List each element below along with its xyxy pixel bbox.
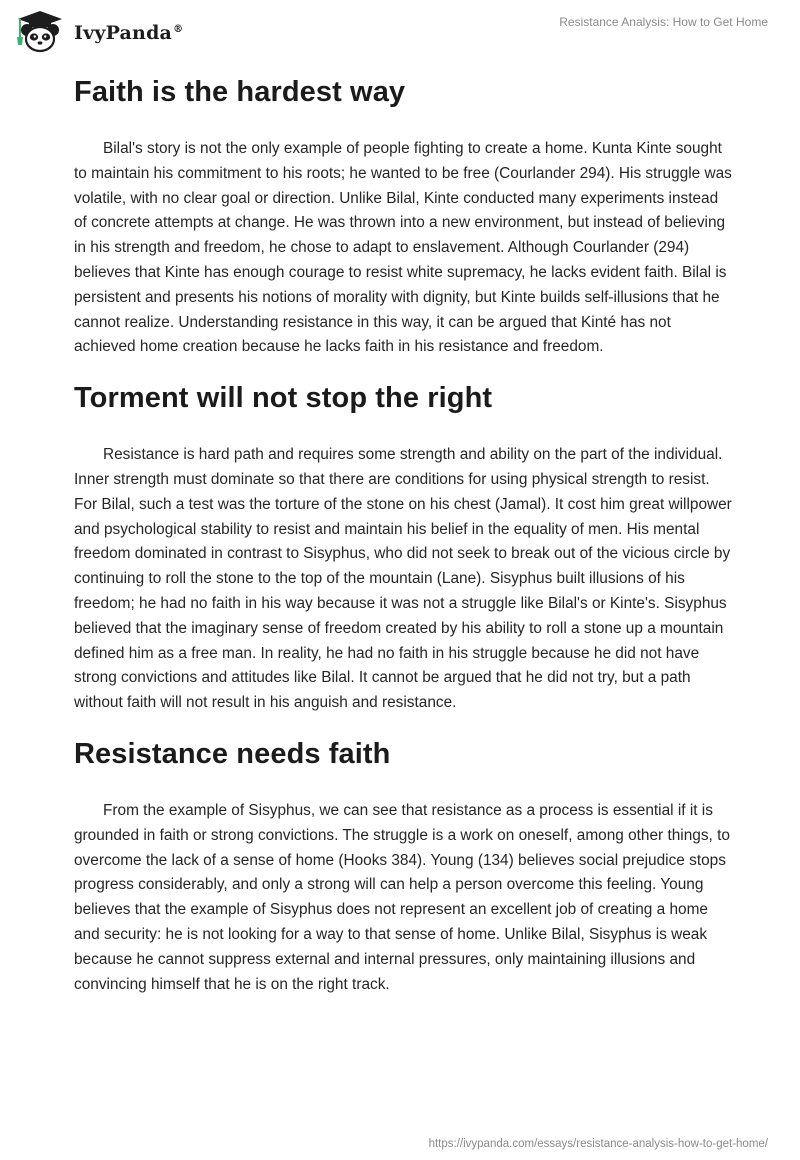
footer-source-url[interactable]: https://ivypanda.com/essays/resistance-analysis-how-to-get-home/	[428, 1138, 768, 1150]
section-torment	[74, 378, 734, 716]
essay-body	[74, 72, 734, 997]
section-resistance	[74, 734, 734, 997]
document-title: Resistance Analysis: How to Get Home	[559, 15, 768, 29]
section-paragraph: Resistance is hard path and requires some strength and ability on the part of the individual. Inner strength must dominate so that there are conditions for using physical strength to resist. For Bilal, such a test was the torture of the stone on his chest (Jamal). It cost him great willpower and psychological stability to resist and maintain his belief in the equality of men. His mental freedom dominated in contrast to Sisyphus, who did not seek to break out of the vicious circle by continuing to roll the stone to the top of the mountain (Lane). Sisyphus built illusions of his freedom; he had no faith in his way because it was not a struggle like Bilal's or Kinte's. Sisyphus believed that the imaginary sense of freedom created by his ability to roll a stone up a mountain defined him as a free man. In reality, he had no faith in his struggle because he did not have strong convictions and attitudes like Bilal. It cannot be argued that he did not try, but a path without faith will not result in his anguish and resistance.	[74, 446, 732, 712]
section-heading: Faith is the hardest way	[74, 76, 406, 108]
section-heading: Torment will not stop the right	[74, 382, 493, 415]
section-faith	[74, 72, 734, 360]
ivypanda-logo[interactable]	[14, 9, 183, 53]
logo-wordmark: IvyPanda®	[74, 22, 184, 44]
section-paragraph: From the example of Sisyphus, we can see that resistance as a process is essential if it is grounded in faith or strong convictions. The struggle is a work on oneself, among other things, to overcome the lack of a sense of home (Hooks 384). Young (134) believes social prejudice stops progress considerably, and only a strong will can help a person overcome this feeling. Young believes that the example of Sisyphus does not represent an excellent job of creating a home and security: he is not looking for a way to that sense of home. Unlike Bilal, Sisyphus is weak because he cannot suppress external and internal pressures, only maintaining illusions and convincing himself that he is on the right track.	[74, 801, 730, 993]
panda-graduate-icon	[14, 9, 66, 53]
page-header	[0, 0, 800, 60]
section-heading: Resistance needs faith	[74, 737, 391, 770]
section-paragraph: Bilal's story is not the only example of people fighting to create a home. Kunta Kinte sought to maintain his commitment to his roots; he wanted to be free (Courlander 294). His struggle was volatile, with no clear goal or direction. Unlike Bilal, Kinte conducted many experiments instead of concrete attempts at change. He was thrown into a new environment, but instead of believing in his strength and freedom, he chose to adapt to enslavement. Although Courlander (294) believes that Kinte has enough courage to resist white supremacy, he lacks evident faith. Bilal is persistent and presents his notions of morality with dignity, but Kinte builds self-illusions that he cannot realize. Understanding resistance in this way, it can be argued that Kinté has not achieved home creation because he lacks faith in his resistance and freedom.	[74, 140, 732, 356]
